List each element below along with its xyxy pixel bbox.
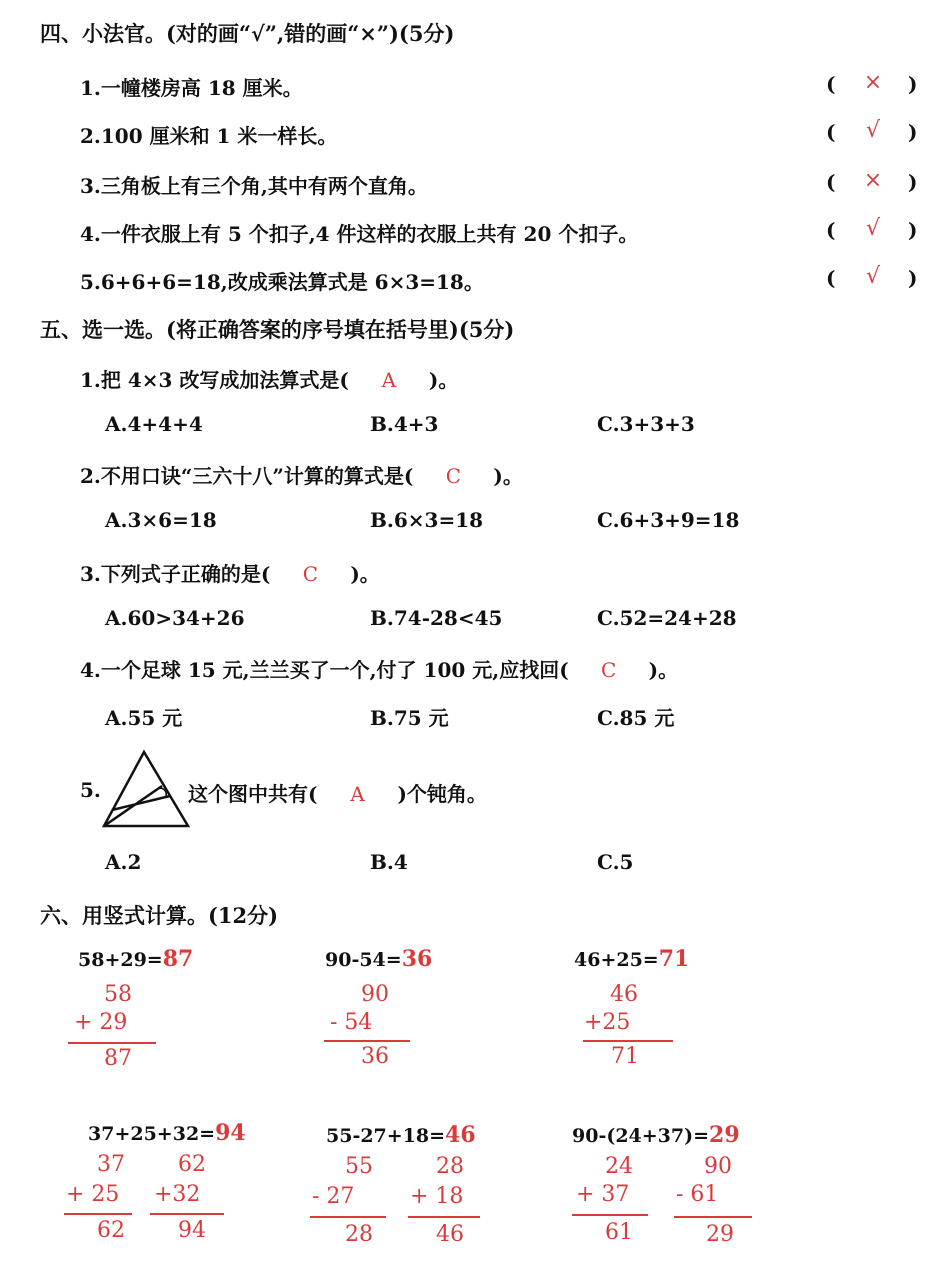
judge-item-2: 2.100 厘米和 1 米一样长。 <box>80 124 338 148</box>
vertical-result: 36 <box>361 1044 389 1069</box>
choice-q1 <box>80 364 458 393</box>
equation-answer: 46 <box>445 1122 476 1148</box>
question-text: 1.把 4×3 改写成加法算式是( <box>80 368 349 392</box>
equation-text: 58+29= <box>78 949 163 971</box>
vertical-operand: +32 <box>154 1182 201 1207</box>
vertical-rule <box>310 1216 386 1218</box>
vertical-result: 71 <box>611 1044 639 1069</box>
vertical-result: 87 <box>104 1046 132 1071</box>
vertical-top: 55 <box>345 1154 373 1179</box>
choice-q5-number: 5. <box>80 778 101 802</box>
vertical-top: 90 <box>704 1154 732 1179</box>
question-end: )。 <box>350 562 380 586</box>
section4-title: 四、小法官。(对的画“√”,错的画“×”)(5分) <box>40 21 455 46</box>
paren-close: ) <box>908 72 918 96</box>
answer: A <box>381 368 397 392</box>
vertical-result: 61 <box>605 1220 633 1245</box>
vertical-result: 28 <box>345 1222 373 1247</box>
option-a: A.4+4+4 <box>105 412 203 436</box>
vertical-rule <box>324 1040 410 1042</box>
equation-text: 37+25+32= <box>88 1123 216 1145</box>
equation-text: 46+25= <box>574 949 659 971</box>
vertical-result: 94 <box>178 1218 206 1243</box>
vertical-rule <box>583 1040 673 1042</box>
vertical-top: 28 <box>436 1154 464 1179</box>
vertical-result: 29 <box>706 1222 734 1247</box>
judge-answer-5: √ <box>865 264 881 289</box>
answer: C <box>601 658 617 682</box>
equation-4 <box>88 1120 246 1146</box>
option-b: B.4 <box>370 850 408 874</box>
vertical-operand: + 18 <box>410 1184 464 1209</box>
option-a: A.55 元 <box>105 706 183 730</box>
option-b: B.6×3=18 <box>370 508 484 532</box>
vertical-top: 24 <box>605 1154 633 1179</box>
equation-text: 90-54= <box>325 949 402 971</box>
vertical-operand: +25 <box>584 1010 631 1035</box>
choice-q5 <box>188 778 487 807</box>
option-c: C.5 <box>597 850 634 874</box>
judge-answer-2: √ <box>865 118 881 143</box>
judge-item-3: 3.三角板上有三个角,其中有两个直角。 <box>80 174 428 198</box>
option-c: C.52=24+28 <box>597 606 737 630</box>
equation-1 <box>78 946 193 972</box>
vertical-rule <box>572 1214 648 1216</box>
paren-open: ( <box>826 266 836 290</box>
paren-open: ( <box>826 218 836 242</box>
equation-answer: 94 <box>215 1120 246 1146</box>
choice-q4 <box>80 654 678 683</box>
judge-answer-3: × <box>863 168 883 193</box>
judge-answer-1: × <box>863 70 883 95</box>
equation-3 <box>574 946 689 972</box>
choice-q2 <box>80 460 523 489</box>
section5-title: 五、选一选。(将正确答案的序号填在括号里)(5分) <box>40 317 515 342</box>
question-end: )。 <box>493 464 523 488</box>
paren-open: ( <box>826 72 836 96</box>
question-text: 4.一个足球 15 元,兰兰买了一个,付了 100 元,应找回( <box>80 658 569 682</box>
option-b: B.4+3 <box>370 412 439 436</box>
answer: C <box>445 464 462 488</box>
judge-answer-4: √ <box>865 216 881 241</box>
equation-answer: 29 <box>709 1122 740 1148</box>
equation-6 <box>572 1122 740 1148</box>
vertical-operand: + 25 <box>66 1182 120 1207</box>
paren-close: ) <box>908 218 918 242</box>
judge-item-4: 4.一件衣服上有 5 个扣子,4 件这样的衣服上共有 20 个扣子。 <box>80 222 639 246</box>
question-text: 3.下列式子正确的是( <box>80 562 271 586</box>
paren-open: ( <box>826 170 836 194</box>
paren-close: ) <box>908 266 918 290</box>
triangle-figure <box>100 748 192 830</box>
question-end: )。 <box>428 368 459 392</box>
equation-text: 55-27+18= <box>326 1125 446 1147</box>
equation-5 <box>326 1122 476 1148</box>
option-b: B.75 元 <box>370 706 449 730</box>
vertical-rule <box>674 1216 752 1218</box>
option-c: C.6+3+9=18 <box>597 508 740 532</box>
vertical-rule <box>408 1216 480 1218</box>
paren-close: ) <box>908 120 918 144</box>
vertical-rule <box>68 1042 156 1044</box>
vertical-rule <box>150 1213 224 1215</box>
option-a: A.3×6=18 <box>105 508 217 532</box>
option-a: A.60>34+26 <box>105 606 245 630</box>
question-text: 这个图中共有( <box>188 782 318 806</box>
section6-title: 六、用竖式计算。(12分) <box>40 903 279 928</box>
vertical-result: 46 <box>436 1222 464 1247</box>
vertical-operand: - 61 <box>676 1182 719 1207</box>
question-text: 2.不用口诀“三六十八”计算的算式是( <box>80 464 414 488</box>
vertical-top: 46 <box>610 982 638 1007</box>
question-end: )个钝角。 <box>397 782 487 806</box>
option-c: C.3+3+3 <box>597 412 695 436</box>
vertical-operand: - 54 <box>330 1010 373 1035</box>
choice-q3 <box>80 558 380 587</box>
equation-text: 90-(24+37)= <box>572 1125 710 1147</box>
vertical-top: 90 <box>361 982 389 1007</box>
judge-item-5: 5.6+6+6=18,改成乘法算式是 6×3=18。 <box>80 270 484 294</box>
judge-item-1: 1.一幢楼房高 18 厘米。 <box>80 76 303 100</box>
vertical-top: 37 <box>97 1152 125 1177</box>
equation-answer: 87 <box>162 946 194 972</box>
vertical-operand: + 37 <box>576 1182 630 1207</box>
vertical-top: 58 <box>104 982 132 1007</box>
answer: A <box>350 782 365 806</box>
option-b: B.74-28<45 <box>370 606 503 630</box>
vertical-rule <box>64 1213 132 1215</box>
vertical-top: 62 <box>178 1152 206 1177</box>
vertical-result: 62 <box>97 1218 125 1243</box>
equation-answer: 71 <box>658 946 690 972</box>
equation-2 <box>325 946 432 972</box>
option-c: C.85 元 <box>597 706 675 730</box>
paren-open: ( <box>826 120 836 144</box>
question-end: )。 <box>648 658 679 682</box>
paren-close: ) <box>908 170 918 194</box>
option-a: A.2 <box>105 850 142 874</box>
equation-answer: 36 <box>401 946 433 972</box>
vertical-operand: + 29 <box>74 1010 128 1035</box>
vertical-operand: - 27 <box>312 1184 355 1209</box>
answer: C <box>302 562 318 586</box>
